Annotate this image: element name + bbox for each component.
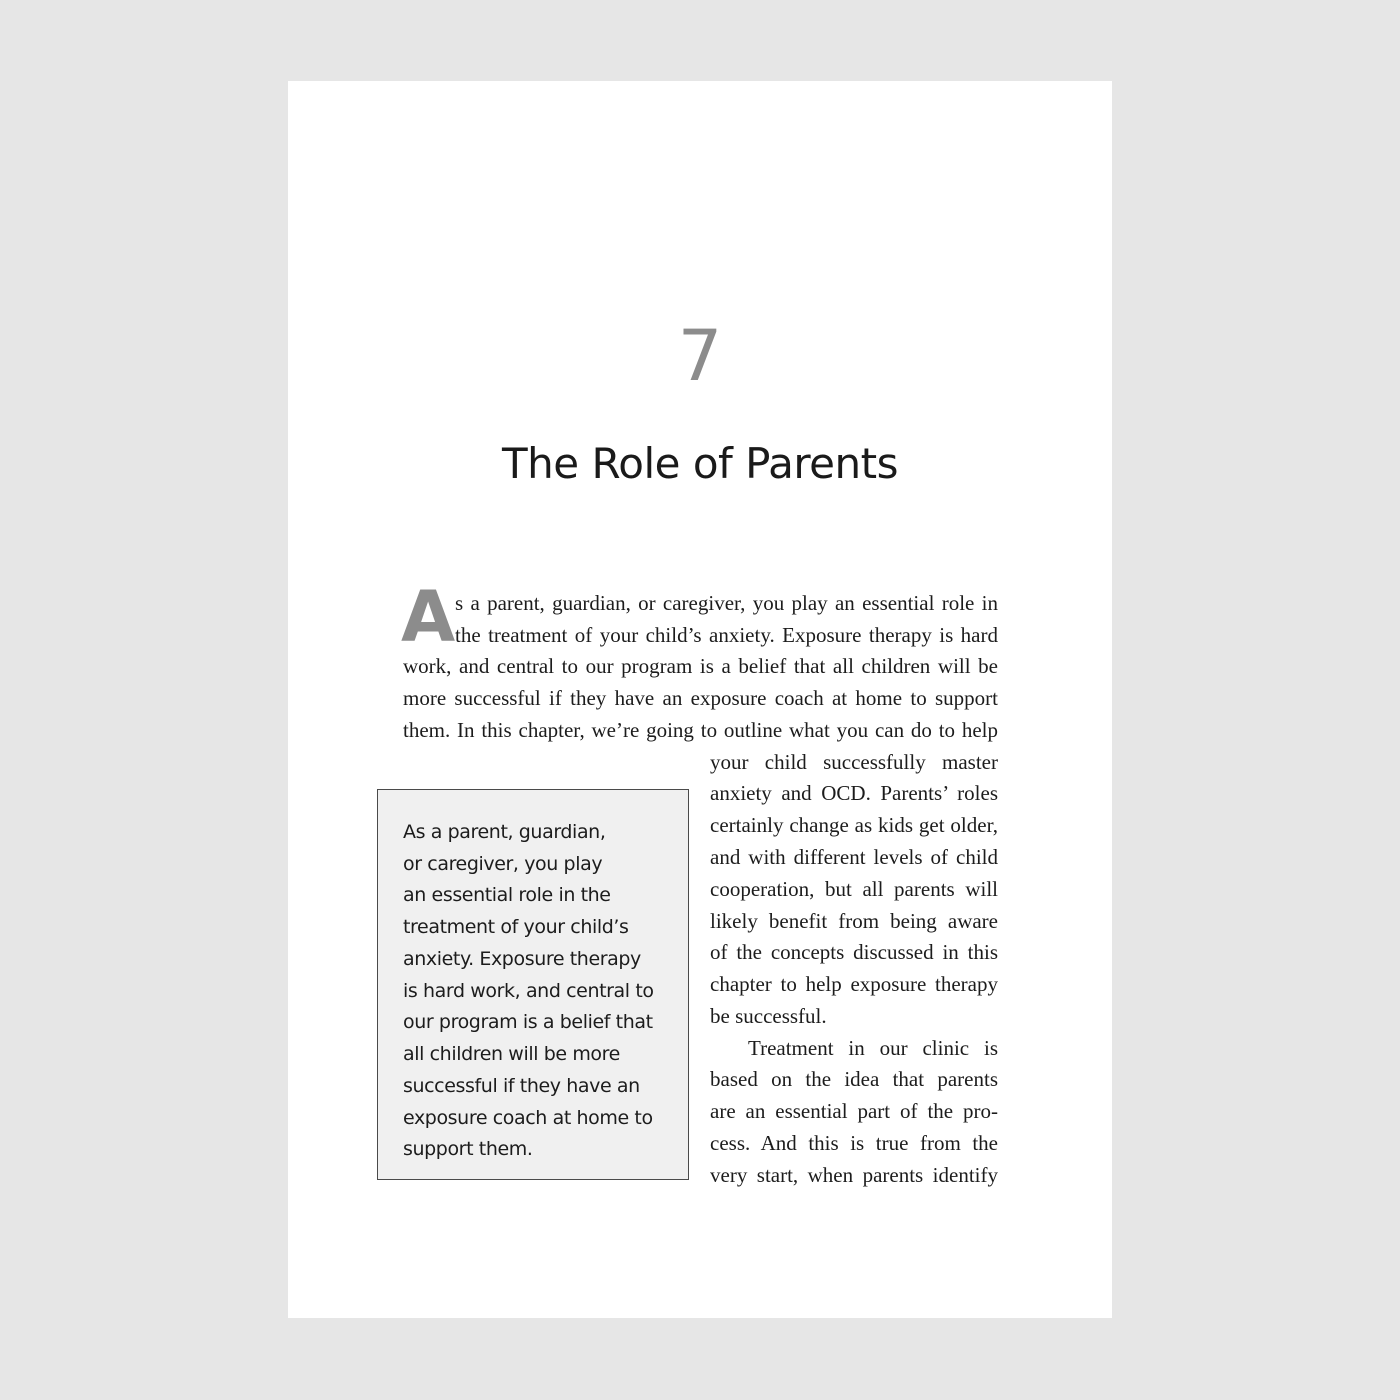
pullquote-line: or caregiver, you play xyxy=(403,853,603,875)
body-line: chapter to help exposure therapy xyxy=(710,972,998,996)
pullquote-line: our program is a belief that xyxy=(403,1011,653,1033)
body-line: anxiety and OCD. Parents’ roles xyxy=(710,781,998,805)
body-line: the treatment of your child’s anxiety. Exposure therapy is hard xyxy=(455,623,998,647)
pullquote-line: is hard work, and central to xyxy=(403,980,654,1002)
chapter-number: 7 xyxy=(677,315,723,397)
body-line: your child successfully master xyxy=(710,750,998,774)
body-line: be successful. xyxy=(710,1004,827,1028)
body-line: cooperation, but all parents will xyxy=(710,877,998,901)
body-line: are an essential part of the pro- xyxy=(710,1099,998,1123)
pullquote-line: successful if they have an xyxy=(403,1075,640,1097)
pullquote-line: treatment of your child’s xyxy=(403,916,629,938)
body-line: work, and central to our program is a belief that all children will be xyxy=(403,654,998,678)
body-line: very start, when parents identify xyxy=(710,1163,998,1187)
body-line: of the concepts discussed in this xyxy=(710,940,998,964)
body-line: cess. And this is true from the xyxy=(710,1131,998,1155)
pullquote-line: support them. xyxy=(403,1138,533,1160)
body-line: more successful if they have an exposure coach at home to support xyxy=(403,686,998,710)
chapter-title: The Role of Parents xyxy=(502,439,898,488)
body-line: them. In this chapter, we’re going to outline what you can do to help xyxy=(403,718,998,742)
body-line: likely benefit from being aware xyxy=(710,909,998,933)
pullquote-line: As a parent, guardian, xyxy=(403,821,606,843)
drop-cap: A xyxy=(401,576,456,658)
body-line: based on the idea that parents xyxy=(710,1067,998,1091)
body-line: and with different levels of child xyxy=(710,845,998,869)
body-line: s a parent, guardian, or caregiver, you play an essential role in xyxy=(455,591,998,615)
body-line: certainly change as kids get older, xyxy=(710,813,998,837)
pullquote-line: an essential role in the xyxy=(403,884,611,906)
pullquote-line: anxiety. Exposure therapy xyxy=(403,948,641,970)
body-line: Treatment in our clinic is xyxy=(748,1036,998,1060)
pullquote-line: all children will be more xyxy=(403,1043,620,1065)
pullquote-line: exposure coach at home to xyxy=(403,1107,653,1129)
